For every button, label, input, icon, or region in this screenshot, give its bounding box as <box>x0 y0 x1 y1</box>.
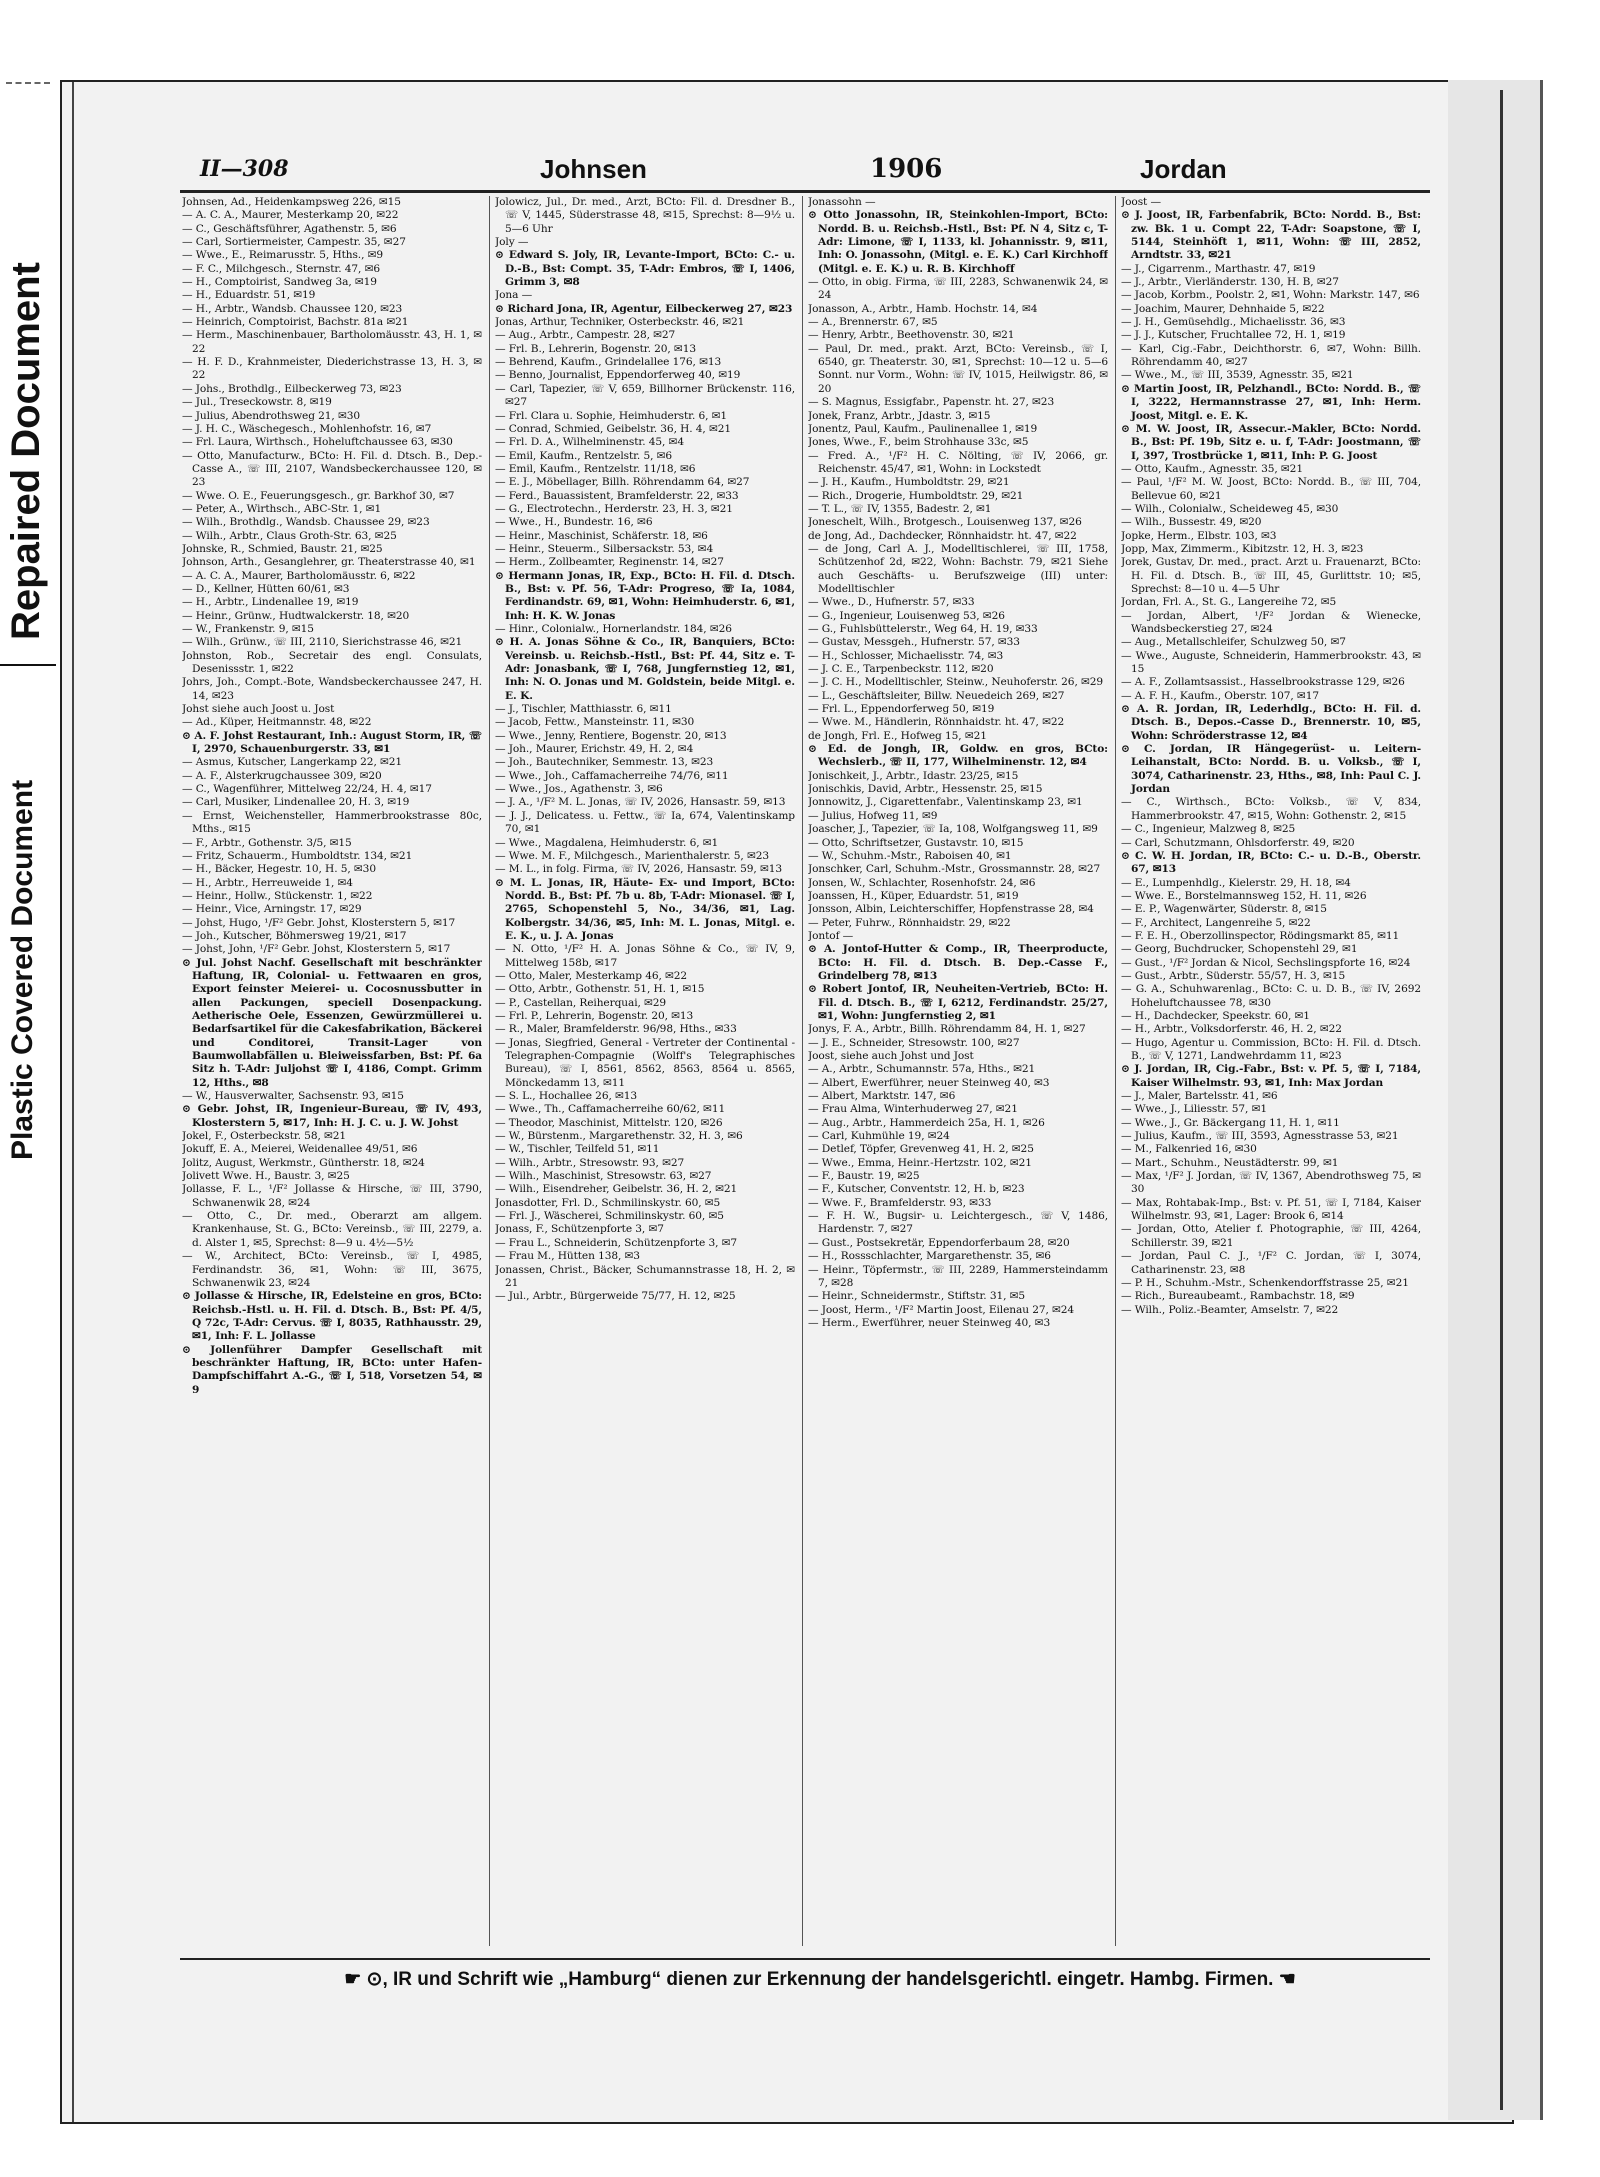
directory-entry: — H., Bäcker, Hegestr. 10, H. 5, ✉30 <box>182 863 376 876</box>
directory-entry: — J. H., Gemüsehdlg., Michaelisstr. 36, ✉3 <box>1121 316 1346 329</box>
directory-entry: — Gust., ¹/F² Jordan & Nicol, Sechslingspforte 16, ✉24 <box>1121 956 1411 969</box>
header-year: 1906 <box>870 154 943 184</box>
firm-entry: ⊙ A. Jontof-Hutter & Comp., IR, Theerproducte, BCto: H. Fil. d. Dtsch. B. Dep.-Casse F., Grindelberg 78, ✉13 <box>808 943 1108 982</box>
directory-entry: — Jacob, Korbm., Poolstr. 2, ✉1, Wohn: Markstr. 147, ✉6 <box>1121 289 1420 302</box>
directory-entry: — J., Maler, Bartelsstr. 41, ✉6 <box>1121 1090 1278 1103</box>
directory-entry: — W., Tischler, Teilfeld 51, ✉11 <box>495 1143 660 1156</box>
directory-entry: — Aug., Metallschleifer, Schulzweg 50, ✉7 <box>1121 636 1346 649</box>
directory-entry: — Frl. Laura, Wirthsch., Hoheluftchaussee 63, ✉30 <box>182 436 453 449</box>
directory-entry: — Jul., Arbtr., Bürgerweide 75/77, H. 12, ✉25 <box>495 1290 736 1303</box>
firm-entry: ⊙ C. W. H. Jordan, IR, BCto: C.- u. D.-B., Oberstr. 67, ✉13 <box>1121 849 1421 876</box>
directory-entry: — A. C. A., Maurer, Bartholomäusstr. 6, ✉22 <box>182 569 416 582</box>
directory-entry: — Frl. B., Lehrerin, Bogenstr. 20, ✉13 <box>495 342 696 355</box>
directory-entry: — Asmus, Kutscher, Langerkamp 22, ✉21 <box>182 756 403 769</box>
directory-entry: — Heinr., Töpfermstr., ☏ III, 2289, Hammersteindamm 7, ✉28 <box>808 1263 1108 1289</box>
directory-entry: — Jordan, Albert, ¹/F² Jordan & Wienecke, Wandsbeckerstieg 27, ✉24 <box>1121 609 1421 635</box>
directory-entry: — F., Baustr. 19, ✉25 <box>808 1170 920 1183</box>
directory-entry: de Jongh, Frl. E., Hofweg 15, ✉21 <box>808 729 987 742</box>
directory-entry: — Wilh., Eisendreher, Geibelstr. 36, H. 2, ✉21 <box>495 1183 738 1196</box>
directory-entry: — Ad., Küper, Heitmannstr. 48, ✉22 <box>182 716 372 729</box>
directory-entry: — A. F., Alsterkrugchaussee 309, ✉20 <box>182 769 382 782</box>
directory-entry: — Herm., Maschinenbauer, Bartholomäusstr. 43, H. 1, ✉22 <box>182 329 482 355</box>
directory-entry: — Frau M., Hütten 138, ✉3 <box>495 1250 640 1263</box>
directory-entry: — Julius, Kaufm., ☏ III, 3593, Agnesstrasse 53, ✉21 <box>1121 1130 1399 1143</box>
directory-entry: — Carl, Sortiermeister, Campestr. 35, ✉27 <box>182 236 406 249</box>
directory-entry: — H., Arbtr., Volksdorferstr. 46, H. 2, ✉22 <box>1121 1023 1342 1036</box>
directory-entry: — Joost, Herm., ¹/F² Martin Joost, Eilenau 27, ✉24 <box>808 1303 1075 1316</box>
directory-entry: — F., Kutscher, Conventstr. 12, H. b, ✉23 <box>808 1183 1025 1196</box>
directory-entry: — Wilh., Arbtr., Claus Groth-Str. 63, ✉25 <box>182 529 397 542</box>
directory-entry: — Wilh., Brothdlg., Wandsb. Chaussee 29, ✉23 <box>182 516 430 529</box>
directory-entry: Jonischkeit, J., Arbtr., Idastr. 23/25, ✉15 <box>808 769 1019 782</box>
directory-entry: Joanssen, H., Küper, Eduardstr. 51, ✉19 <box>808 889 1019 902</box>
directory-entry: — Gustav, Messgeh., Hufnerstr. 57, ✉33 <box>808 636 1020 649</box>
directory-entry: — Wwe., D., Hufnerstr. 57, ✉33 <box>808 596 975 609</box>
directory-entry: — Wwe., Jenny, Rentiere, Bogenstr. 20, ✉13 <box>495 729 727 742</box>
directory-entry: Jonasson, A., Arbtr., Hamb. Hochstr. 14, ✉4 <box>808 302 1038 315</box>
cut-mark <box>6 82 50 84</box>
directory-entry: — Jacob, Fettw., Mansteinstr. 11, ✉30 <box>495 716 695 729</box>
directory-entry: — Otto, in obig. Firma, ☏ III, 2283, Schwanenwik 24, ✉24 <box>808 276 1108 302</box>
directory-entry: Jokuff, E. A., Meierei, Weidenallee 49/51, ✉6 <box>182 1143 418 1156</box>
directory-entry: — Fritz, Schauerm., Humboldtstr. 134, ✉21 <box>182 849 413 862</box>
directory-entry: — Albert, Marktstr. 147, ✉6 <box>808 1090 956 1103</box>
directory-entry: — H., Comptoirist, Sandweg 3a, ✉19 <box>182 276 377 289</box>
directory-entry: — P. H., Schuhm.-Mstr., Schenkendorffstrasse 25, ✉21 <box>1121 1276 1409 1289</box>
firm-entry: ⊙ Jollenführer Dampfer Gesellschaft mit beschränkter Haftung, IR, BCto: unter Hafen-Dampfschiffahrt A.-G., ☏ I, 518, Vorsetzen 54, ✉9 <box>182 1343 482 1396</box>
directory-entry: — Gust., Postsekretär, Eppendorferbaum 28, ✉20 <box>808 1236 1070 1249</box>
directory-entry: — Heinr., Hollw., Stückenstr. 1, ✉22 <box>182 889 373 902</box>
directory-entry: — C., Ingenieur, Malzweg 8, ✉25 <box>1121 823 1296 836</box>
directory-entry: — Peter, Fuhrw., Rönnhaidstr. 29, ✉22 <box>808 916 1011 929</box>
directory-entry: — Wilh., Bussestr. 49, ✉20 <box>1121 516 1262 529</box>
directory-entry: — Conrad, Schmied, Geibelstr. 36, H. 4, ✉21 <box>495 422 732 435</box>
directory-entry: Jonsen, W., Schlachter, Rosenhofstr. 24, ✉6 <box>808 876 1036 889</box>
directory-entry: — R., Maler, Bramfelderstr. 96/98, Hths., ✉33 <box>495 1023 737 1036</box>
directory-entry: — J., Arbtr., Vierländerstr. 130, H. B, ✉27 <box>1121 276 1339 289</box>
directory-entry: Johnske, R., Schmied, Baustr. 21, ✉25 <box>182 542 383 555</box>
column-divider <box>1115 196 1116 1946</box>
directory-entry: — J. E., Schneider, Stresowstr. 100, ✉27 <box>808 1036 1020 1049</box>
directory-entry: — Wwe. M. F., Milchgesch., Marienthalerstr. 5, ✉23 <box>495 849 770 862</box>
directory-entry: — Wwe., J., Liliesstr. 57, ✉1 <box>1121 1103 1267 1116</box>
directory-entry: Jonasdotter, Frl. D., Schmilinskystr. 60, ✉5 <box>495 1196 721 1209</box>
directory-entry: — Wwe. M., Händlerin, Rönnhaidstr. ht. 47, ✉22 <box>808 716 1065 729</box>
directory-entry: Jonentz, Paul, Kaufm., Paulinenallee 1, ✉19 <box>808 422 1038 435</box>
directory-entry: — Emil, Kaufm., Rentzelstr. 5, ✉6 <box>495 449 673 462</box>
directory-entry: Jona — <box>495 289 533 302</box>
directory-entry: Jonass, F., Schützenpforte 3, ✉7 <box>495 1223 664 1236</box>
directory-entry: — Frl. L., Eppendorferweg 50, ✉19 <box>808 703 995 716</box>
directory-entry: — Wwe., Auguste, Schneiderin, Hammerbrookstr. 43, ✉15 <box>1121 649 1421 676</box>
directory-entry: — Mart., Schuhm., Neustädterstr. 99, ✉1 <box>1121 1156 1339 1169</box>
header-left-name: Johnsen <box>540 154 647 184</box>
directory-entry: — J. H. C., Wäschegesch., Mohlenhofstr. 16, ✉7 <box>182 422 432 435</box>
plastic-covered-label: Plastic Covered Document <box>6 779 39 1160</box>
directory-entry: — Benno, Journalist, Eppendorferweg 40, ✉19 <box>495 369 741 382</box>
firm-entry: ⊙ Gebr. Johst, IR, Ingenieur-Bureau, ☏ IV, 493, Klosterstern 5, ✉17, Inh: H. J. C. u. J. W. Johst <box>182 1103 482 1129</box>
directory-entry: — Frau Alma, Winterhuderweg 27, ✉21 <box>808 1103 1018 1116</box>
directory-entry: — Behrend, Kaufm., Grindelallee 176, ✉13 <box>495 356 722 369</box>
directory-entry: — Heinr., Maschinist, Schäferstr. 18, ✉6 <box>495 529 708 542</box>
directory-entry: — Detlef, Töpfer, Grevenweg 41, H. 2, ✉25 <box>808 1143 1034 1156</box>
directory-column-4 <box>1121 196 1421 1946</box>
firm-entry: ⊙ Edward S. Joly, IR, Levante-Import, BCto: C.- u. D.-B., Bst: Compt. 35, T-Adr: Embros, ☏ I, 1406, Grimm 3, ✉8 <box>495 249 795 289</box>
directory-entry: Jolowicz, Jul., Dr. med., Arzt, BCto: Fil. d. Dresdner B., ☏ V, 1445, Süderstrasse 48, ✉15, Sprechst: 8—9½ u. 5—6 Uhr <box>495 196 795 235</box>
directory-entry: — J. C. E., Tarpenbeckstr. 112, ✉20 <box>808 663 994 676</box>
directory-entry: Jollasse, F. L., ¹/F² Jollasse & Hirsche, ☏ III, 3790, Schwanenwik 28, ✉24 <box>182 1183 482 1209</box>
directory-entry: Jonek, Franz, Arbtr., Jdastr. 3, ✉15 <box>808 409 991 422</box>
directory-entry: Jordan, Frl. A., St. G., Langereihe 72, ✉5 <box>1121 596 1337 609</box>
directory-entry: — Rich., Drogerie, Humboldtstr. 29, ✉21 <box>808 489 1024 502</box>
directory-entry: — S. Magnus, Essigfabr., Papenstr. ht. 27, ✉23 <box>808 396 1055 409</box>
directory-entry: — H., Arbtr., Wandsb. Chaussee 120, ✉23 <box>182 302 403 315</box>
directory-entry: Joost, siehe auch Johst und Jost <box>808 1050 974 1062</box>
repaired-document-label: Repaired Document <box>4 262 48 640</box>
directory-entry: — W., Architect, BCto: Vereinsb., ☏ I, 4985, Ferdinandstr. 36, ✉1, Wohn: ☏ III, 3675, Schwanenwik 23, ✉24 <box>182 1250 482 1289</box>
firm-entry: ⊙ A. F. Johst Restaurant, Inh.: August Storm, IR, ☏ I, 2970, Schauenburgerstr. 33, ✉1 <box>182 729 482 756</box>
directory-entry: — Julius, Abendrothsweg 21, ✉30 <box>182 409 361 422</box>
directory-entry: — Joh., Maurer, Erichstr. 49, H. 2, ✉4 <box>495 743 694 756</box>
directory-entry: — S. L., Hochallee 26, ✉13 <box>495 1090 638 1103</box>
directory-entry: — W., Bürstenm., Margarethenstr. 32, H. 3, ✉6 <box>495 1130 743 1143</box>
directory-entry: Johnson, Arth., Gesanglehrer, gr. Theaterstrasse 40, ✉1 <box>182 556 476 569</box>
directory-entry: Jolitz, August, Werkmstr., Güntherstr. 18, ✉24 <box>182 1156 425 1169</box>
directory-entry: — J. A., ¹/F² M. L. Jonas, ☏ IV, 2026, Hansastr. 59, ✉13 <box>495 796 786 809</box>
directory-entry: — Otto, Maler, Mesterkamp 46, ✉22 <box>495 969 688 982</box>
directory-entry: — F., Arbtr., Gothenstr. 3/5, ✉15 <box>182 836 352 849</box>
directory-entry: — H. F. D., Krahnmeister, Diederichstrasse 13, H. 3, ✉22 <box>182 356 482 382</box>
directory-entry: — Paul, Dr. med., prakt. Arzt, BCto: Vereinsb., ☏ I, 6540, gr. Theaterstr. 30, ✉1, Sprechst: 10—12 u. 5—6 Sonnt. nur Vorm., Wohn: ☏ IV, 1015, Heilwigstr. 86, ✉20 <box>808 342 1108 395</box>
directory-entry: — Georg, Buchdrucker, Schopenstehl 29, ✉1 <box>1121 943 1358 956</box>
directory-entry: — G., Fuhlsbüttelerstr., Weg 64, H. 19, ✉33 <box>808 623 1038 635</box>
directory-entry: — F. H. W., Bugsir- u. Leichtergesch., ☏ V, 1486, Hardenstr. 7, ✉27 <box>808 1210 1108 1236</box>
directory-entry: — Paul, ¹/F² M. W. Joost, BCto: Nordd. B., ☏ III, 704, Bellevue 60, ✉21 <box>1121 476 1421 502</box>
directory-entry: Jontof — <box>808 929 854 942</box>
directory-entry: — Johs., Brothdlg., Eilbeckerweg 73, ✉23 <box>182 382 402 395</box>
directory-entry: — C., Geschäftsführer, Agathenstr. 5, ✉6 <box>182 222 397 235</box>
directory-entry: — Wilh., Poliz.-Beamter, Amselstr. 7, ✉22 <box>1121 1303 1339 1316</box>
directory-entry: Jokel, F., Osterbeckstr. 58, ✉21 <box>182 1130 347 1143</box>
side-divider <box>0 664 56 666</box>
directory-column-2 <box>495 196 795 1946</box>
directory-entry: — Heinrich, Comptoirist, Bachstr. 81a ✉21 <box>182 316 409 329</box>
directory-entry: — L., Geschäftsleiter, Billw. Neuedeich 269, ✉27 <box>808 689 1065 702</box>
directory-entry: — M. L., in folg. Firma, ☏ IV, 2026, Hansastr. 59, ✉13 <box>495 863 783 876</box>
directory-entry: Jonsson, Albin, Leichterschiffer, Hopfenstrasse 28, ✉4 <box>808 903 1094 916</box>
directory-entry: Johnston, Rob., Secretair des engl. Consulats, Desenissstr. 1, ✉22 <box>182 649 482 676</box>
directory-entry: — Jordan, Paul C. J., ¹/F² C. Jordan, ☏ I, 3074, Catharinenstr. 23, ✉8 <box>1121 1250 1421 1276</box>
directory-entry: — F., Architect, Langenreihe 5, ✉22 <box>1121 916 1311 929</box>
directory-entry: — C., Wirthsch., BCto: Volksb., ☏ V, 834, Hammerbrookstr. 47, ✉15, Wohn: Gothenstr. 2, ✉15 <box>1121 796 1421 822</box>
directory-entry: — Herm., Ewerführer, neuer Steinweg 40, ✉3 <box>808 1316 1051 1329</box>
directory-entry: — F. E. H., Oberzollinspector, Rödingsmarkt 85, ✉11 <box>1121 929 1400 942</box>
directory-entry: — C., Wagenführer, Mittelweg 22/24, H. 4, ✉17 <box>182 783 432 796</box>
directory-entry: de Jong, Ad., Dachdecker, Rönnhaidstr. ht. 47, ✉22 <box>808 529 1077 542</box>
directory-entry: — Gust., Arbtr., Süderstr. 55/57, H. 3, ✉15 <box>1121 969 1346 982</box>
directory-entry: — Joh., Kutscher, Böhmersweg 19/21, ✉17 <box>182 929 407 942</box>
side-strip <box>0 0 56 2177</box>
directory-entry: — G., Electrotechn., Herderstr. 23, H. 3, ✉21 <box>495 502 733 515</box>
directory-entry: — Johst, Hugo, ¹/F² Gebr. Johst, Klosterstern 5, ✉17 <box>182 916 456 929</box>
directory-entry: — J. J., Delicatess. u. Fettw., ☏ Ia, 674, Valentinskamp 70, ✉1 <box>495 809 795 836</box>
directory-entry: — H., Rossschlachter, Margarethenstr. 35, ✉6 <box>808 1250 1051 1263</box>
directory-entry: Joascher, J., Tapezier, ☏ Ia, 108, Wolfgangsweg 11, ✉9 <box>808 823 1098 836</box>
directory-entry: — Joh., Bautechniker, Semmestr. 13, ✉23 <box>495 756 714 769</box>
directory-entry: — H., Dachdecker, Speekstr. 60, ✉1 <box>1121 1009 1310 1022</box>
directory-entry: — Wwe., E., Reimarusstr. 5, Hths., ✉9 <box>182 249 384 262</box>
page-header <box>140 150 1430 186</box>
directory-entry: — Jonas, Siegfried, General - Vertreter der Continental - Telegraphen-Compagnie (Wolff's Telegraphisches Bureau), ☏ I, 8561, 8562, 8563, 8564 u. 8565, Mönckedamm 13, ✉11 <box>495 1036 795 1089</box>
directory-entry: — Jul., Treseckowstr. 8, ✉19 <box>182 396 332 409</box>
directory-entry: — D., Kellner, Hütten 60/61, ✉3 <box>182 582 350 595</box>
directory-entry: — W., Schuhm.-Mstr., Raboisen 40, ✉1 <box>808 849 1012 862</box>
directory-columns <box>182 196 1432 1946</box>
directory-entry: — H., Eduardstr. 51, ✉19 <box>182 289 316 302</box>
directory-entry: — Hinr., Colonialw., Hornerlandstr. 184, ✉26 <box>495 623 732 635</box>
directory-entry: — J. J., Kutscher, Fruchtallee 72, H. 1, ✉19 <box>1121 329 1346 342</box>
directory-entry: Jonas, Arthur, Techniker, Osterbeckstr. 46, ✉21 <box>495 316 745 329</box>
directory-column-3 <box>808 196 1108 1946</box>
directory-entry: — Wwe., H., Bundestr. 16, ✉6 <box>495 516 653 529</box>
directory-entry: — Otto, Arbtr., Gothenstr. 51, H. 1, ✉15 <box>495 983 705 996</box>
firm-entry: ⊙ Robert Jontof, IR, Neuheiten-Vertrieb, BCto: H. Fil. d. Dtsch. B., ☏ I, 6212, Ferdinandstr. 25/27, ✉1, Wohn: Jungfernstieg 2, ✉1 <box>808 983 1108 1022</box>
directory-entry: — J., Tischler, Matthiasstr. 6, ✉11 <box>495 703 672 716</box>
directory-entry: — Frl. Clara u. Sophie, Heimhuderstr. 6, ✉1 <box>495 409 728 422</box>
directory-entry: — Ferd., Bauassistent, Bramfelderstr. 22, ✉33 <box>495 489 739 502</box>
directory-entry: — W., Frankenstr. 9, ✉15 <box>182 623 314 635</box>
page-fold <box>1448 80 1543 2120</box>
directory-entry: — Wilh., Colonialw., Scheideweg 45, ✉30 <box>1121 502 1339 515</box>
header-right-name: Jordan <box>1140 154 1227 184</box>
firm-entry: ⊙ M. L. Jonas, IR, Häute- Ex- und Import, BCto: Nordd. B., Bst: Pf. 7b u. 8b, T-Adr: Mionasel. ☏ I, 2765, Schopenstehl 5, No., 34/36, ✉1, Lag. Kolbergstr. 34/36, ✉5, Inh: M. L. Jonas, Mitgl. e. E. K., u. J. A. Jonas <box>495 876 795 942</box>
firm-entry: ⊙ Ed. de Jongh, IR, Goldw. en gros, BCto: Wechslerb., ☏ II, 177, Wilhelminenstr. 12, ✉4 <box>808 743 1108 769</box>
firm-entry: ⊙ J. Jordan, IR, Cig.-Fabr., Bst: v. Pf. 5, ☏ I, 7184, Kaiser Wilhelmstr. 93, ✉1, Inh: Max Jordan <box>1121 1063 1421 1089</box>
directory-entry: — T. L., ☏ IV, 1355, Badestr. 2, ✉1 <box>808 502 992 515</box>
directory-entry: — M., Falkenried 16, ✉30 <box>1121 1143 1257 1156</box>
directory-entry: — Heinr., Vice, Arningstr. 17, ✉29 <box>182 903 362 916</box>
directory-entry: — Herm., Zollbeamter, Reginenstr. 14, ✉27 <box>495 556 724 569</box>
directory-entry: — Wwe., Emma, Heinr.-Hertzstr. 102, ✉21 <box>808 1156 1032 1169</box>
directory-entry: — Peter, A., Wirthsch., ABC-Str. 1, ✉1 <box>182 502 382 515</box>
directory-entry: — Carl, Kuhmühle 19, ✉24 <box>808 1130 950 1143</box>
firm-entry: ⊙ J. Joost, IR, Farbenfabrik, BCto: Nordd. B., Bst: zw. Bk. 1 u. Compt 22, T-Adr: Soapstone, ☏ I, 5144, Steinhöft 1, ✉11, Wohn: ☏ III, 2852, Arndtstr. 33, ✉21 <box>1121 209 1421 262</box>
directory-entry: — H., Arbtr., Lindenallee 19, ✉19 <box>182 596 359 609</box>
directory-entry: Johst siehe auch Joost u. Jost <box>182 703 335 716</box>
directory-column-1 <box>182 196 482 1946</box>
directory-entry: Joneschelt, Wilh., Brotgesch., Louisenweg 137, ✉26 <box>808 516 1082 529</box>
directory-entry: — H., Arbtr., Herreuweide 1, ✉4 <box>182 876 353 889</box>
directory-entry: — W., Hausverwalter, Sachsenstr. 93, ✉15 <box>182 1090 404 1103</box>
firm-entry: ⊙ H. A. Jonas Söhne & Co., IR, Banquiers, BCto: Vereinsb. u. Reichsb.-Hstl., Bst: Pf. 44, Sitz e. T-Adr: Jonasbank, ☏ I, 768, Jungfernstieg 12, ✉1, Inh: N. O. Jonas und M. Goldstein, beide Mitgl. e. E. K. <box>495 636 795 702</box>
directory-entry: — Joachim, Maurer, Dehnhaide 5, ✉22 <box>1121 302 1325 315</box>
directory-entry: — A., Brennerstr. 67, ✉5 <box>808 316 938 329</box>
directory-entry: — A., Arbtr., Schumannstr. 57a, Hths., ✉21 <box>808 1063 1036 1076</box>
directory-entry: — Wwe. E., Borstelmannsweg 152, H. 11, ✉26 <box>1121 889 1367 902</box>
firm-entry: ⊙ Jollasse & Hirsche, IR, Edelsteine en gros, BCto: Reichsb.-Hstl. u. H. Fil. d. Dtsch. B., Bst: Pf. 4/5, Q 72c, T-Adr: Cervus. ☏ I, 8035, Rathhausstr. 29, ✉1, Inh: F. L. Jollasse <box>182 1290 482 1343</box>
directory-entry: Johrs, Joh., Compt.-Bote, Wandsbeckerchaussee 247, H. 14, ✉23 <box>182 676 482 702</box>
directory-entry: — Theodor, Maschinist, Mittelstr. 120, ✉26 <box>495 1116 723 1129</box>
directory-entry: — Carl, Tapezier, ☏ V, 659, Billhorner Brückenstr. 116, ✉27 <box>495 382 795 409</box>
directory-entry: — Heinr., Grünw., Hudtwalckerstr. 18, ✉20 <box>182 609 410 622</box>
directory-entry: — Wwe., Magdalena, Heimhuderstr. 6, ✉1 <box>495 836 719 849</box>
directory-entry: — Ernst, Weichensteller, Hammerbrookstrasse 80c, Mths., ✉15 <box>182 809 482 836</box>
directory-entry: — A. F., Zollamtsassist., Hasselbrookstrasse 129, ✉26 <box>1121 676 1405 689</box>
directory-entry: — P., Castellan, Reiherquai, ✉29 <box>495 996 667 1009</box>
directory-entry: — Frl. D. A., Wilhelminenstr. 45, ✉4 <box>495 436 684 449</box>
directory-entry: — Albert, Ewerführer, neuer Steinweg 40, ✉3 <box>808 1076 1050 1089</box>
directory-entry: — Aug., Arbtr., Hammerdeich 25a, H. 1, ✉26 <box>808 1116 1045 1129</box>
directory-entry: Jopp, Max, Zimmerm., Kibitzstr. 12, H. 3, ✉23 <box>1121 542 1364 555</box>
footer-note: ☛ ⊙, IR und Schrift wie „Hamburg“ dienen zur Erkennung der handelsgerichtl. eingetr. Hambg. Firmen. ☚ <box>344 1969 1296 1990</box>
directory-entry: — Frl. P., Lehrerin, Bogenstr. 20, ✉13 <box>495 1009 694 1022</box>
directory-entry: — E. P., Wagenwärter, Süderstr. 8, ✉15 <box>1121 903 1327 916</box>
directory-entry: Jonischkis, David, Arbtr., Hessenstr. 25, ✉15 <box>808 783 1043 796</box>
directory-entry: — Wilh., Maschinist, Stresowstr. 63, ✉27 <box>495 1170 712 1183</box>
directory-entry: — Wwe., Joh., Caffamacherreihe 74/76, ✉11 <box>495 769 729 782</box>
directory-entry: — de Jong, Carl A. J., Modelltischlerei, ☏ III, 1758, Schützenhof 2d, ✉22, Wohn: Bachstr. 79, ✉21 Siehe auch Geschäfts- u. Berufszweige (III) unter: Modelltischler <box>808 542 1108 595</box>
directory-entry: — Wwe., J., Gr. Bäckergang 11, H. 1, ✉11 <box>1121 1116 1340 1129</box>
directory-entry: — Otto, Manufacturw., BCto: H. Fil. d. Dtsch. B., Dep.-Casse A., ☏ III, 2107, Wandsbeckerchaussee 120, ✉23 <box>182 449 482 489</box>
directory-entry: — G. A., Schuhwarenlag., BCto: C. u. D. B., ☏ IV, 2692 Hoheluftchaussee 78, ✉30 <box>1121 983 1421 1009</box>
firm-entry: ⊙ M. W. Joost, IR, Assecur.-Makler, BCto: Nordd. B., Bst: Pf. 19b, Sitz e. u. f, T-Adr: Joostmann, ☏ I, 397, Trostbrücke 1, ✉11, Inh: P. G. Joost <box>1121 422 1421 462</box>
directory-entry: Jonassohn — <box>808 196 876 208</box>
directory-entry: — J. C. H., Modelltischler, Steinw., Neuhoferstr. 26, ✉29 <box>808 676 1104 689</box>
directory-entry: — Max, ¹/F² J. Jordan, ☏ IV, 1367, Abendrothsweg 75, ✉30 <box>1121 1170 1421 1196</box>
header-rule <box>180 190 1430 193</box>
fold-line <box>1500 90 1503 2110</box>
directory-entry: — Frau L., Schneiderin, Schützenpforte 3, ✉7 <box>495 1236 738 1249</box>
directory-entry: — Heinr., Schneidermstr., Stiftstr. 31, ✉5 <box>808 1290 1026 1303</box>
directory-entry: — J., Cigarrenm., Marthastr. 47, ✉19 <box>1121 262 1316 275</box>
directory-entry: — A. C. A., Maurer, Mesterkamp 20, ✉22 <box>182 209 399 222</box>
directory-entry: — Jordan, Otto, Atelier f. Photographie, ☏ III, 4264, Schillerstr. 39, ✉21 <box>1121 1223 1421 1249</box>
directory-entry: — Emil, Kaufm., Rentzelstr. 11/18, ✉6 <box>495 462 696 475</box>
directory-entry: — Fred. A., ¹/F² H. C. Nölting, ☏ IV, 2066, gr. Reichenstr. 45/47, ✉1, Wohn: in Lockstedt <box>808 449 1108 475</box>
directory-entry: — E., Lumpenhdlg., Kielerstr. 29, H. 18, ✉4 <box>1121 876 1351 889</box>
directory-entry: — Johst, John, ¹/F² Gebr. Johst, Klosterstern 5, ✉17 <box>182 943 451 956</box>
directory-entry: — Rich., Bureaubeamt., Rambachstr. 18, ✉9 <box>1121 1290 1355 1303</box>
directory-entry: — H., Schlosser, Michaelisstr. 74, ✉3 <box>808 649 1004 662</box>
directory-entry: Johnsen, Ad., Heidenkampsweg 226, ✉15 <box>182 196 401 208</box>
directory-entry: Joly — <box>495 236 529 249</box>
directory-entry: Jonassen, Christ., Bäcker, Schumannstrasse 18, H. 2, ✉21 <box>495 1263 795 1289</box>
directory-entry: — Otto, C., Dr. med., Oberarzt am allgem. Krankenhause, St. G., BCto: Vereinsb., ☏ III, 2279, a. d. Alster 1, ✉5, Sprechst: 8—9 u. 4½—5½ <box>182 1210 482 1249</box>
firm-entry: ⊙ Richard Jona, IR, Agentur, Eilbeckerweg 27, ✉23 <box>495 302 793 315</box>
directory-entry: — Wwe. O. E., Feuerungsgesch., gr. Barkhof 30, ✉7 <box>182 489 455 502</box>
firm-entry: ⊙ C. Jordan, IR Hängegerüst- u. Leitern-Leihanstalt, BCto: Nordd. B. u. Volksb., ☏ I, 3074, Catharinenstr. 23, Hths., ✉8, Inh: Paul C. J. Jordan <box>1121 743 1421 796</box>
directory-entry: Jonschker, Carl, Schuhm.-Mstr., Grossmannstr. 28, ✉27 <box>808 863 1101 876</box>
directory-entry: — Wwe., Th., Caffamacherreihe 60/62, ✉11 <box>495 1103 726 1116</box>
directory-entry: — Carl, Schutzmann, Ohlsdorferstr. 49, ✉20 <box>1121 836 1355 849</box>
directory-entry: Jorek, Gustav, Dr. med., pract. Arzt u. Frauenarzt, BCto: H. Fil. d. Dtsch. B., ☏ III, 45, Gurlittstr. 10; ✉5, Sprechst: 8—10 u. 4—5 Uhr <box>1121 556 1421 595</box>
firm-entry: ⊙ Otto Jonassohn, IR, Steinkohlen-Import, BCto: Nordd. B. u. Reichsb.-Hstl., Bst: Pf. N 4, Sitz c, T-Adr: Limone, ☏ I, 1133, kl. Johannisstr. 9, ✉11, Inh: O. Jonassohn, (Mitgl. e. E. K.) Carl Kirchhoff (Mitgl. e. E. K.) u. R. B. Kirchhoff <box>808 209 1108 275</box>
directory-entry: — Heinr., Steuerm., Silbersackstr. 53, ✉4 <box>495 542 714 555</box>
directory-entry: Jones, Wwe., F., beim Strohhause 33c, ✉5 <box>808 436 1029 449</box>
directory-entry: Jolivett Wwe. H., Baustr. 3, ✉25 <box>182 1170 350 1183</box>
directory-entry: — Otto, Kaufm., Agnesstr. 35, ✉21 <box>1121 462 1303 475</box>
directory-entry: Joost — <box>1121 196 1161 208</box>
footer-rule <box>180 1958 1430 1960</box>
directory-entry: — Otto, Schriftsetzer, Gustavstr. 10, ✉15 <box>808 836 1024 849</box>
directory-entry: — Wwe., Jos., Agathenstr. 3, ✉6 <box>495 783 663 796</box>
directory-entry: — Wwe. F., Bramfelderstr. 93, ✉33 <box>808 1196 992 1209</box>
firm-entry: ⊙ Martin Joost, IR, Pelzhandl., BCto: Nordd. B., ☏ I, 3222, Hermannstrasse 27, ✉1, Inh: Herm. Joost, Mitgl. e. E. K. <box>1121 382 1421 422</box>
directory-entry: — J. H., Kaufm., Humboldtstr. 29, ✉21 <box>808 476 1010 489</box>
directory-entry: — Aug., Arbtr., Campestr. 28, ✉27 <box>495 329 676 342</box>
firm-entry: ⊙ A. R. Jordan, IR, Lederhdlg., BCto: H. Fil. d. Dtsch. B., Depos.-Casse D., Brennerstr. 10, ✉5, Wohn: Schröderstrasse 12, ✉4 <box>1121 703 1421 742</box>
column-divider <box>489 196 490 1946</box>
directory-entry: Jopke, Herm., Elbstr. 103, ✉3 <box>1121 529 1277 542</box>
directory-entry: — Wilh., Grünw., ☏ III, 2110, Sierichstrasse 46, ✉21 <box>182 636 463 649</box>
directory-entry: — G., Ingenieur, Louisenweg 53, ✉26 <box>808 609 1005 622</box>
directory-entry: — Julius, Hofweg 11, ✉9 <box>808 809 938 822</box>
directory-entry: — Wilh., Arbtr., Stresowstr. 93, ✉27 <box>495 1156 685 1169</box>
column-divider <box>802 196 803 1946</box>
directory-entry: — F. C., Milchgesch., Sternstr. 47, ✉6 <box>182 262 380 275</box>
directory-entry: — Max, Rohtabak-Imp., Bst: v. Pf. 51, ☏ I, 7184, Kaiser Wilhelmstr. 93, ✉1, Lager: Brook 6, ✉14 <box>1121 1196 1421 1223</box>
firm-entry: ⊙ Jul. Johst Nachf. Gesellschaft mit beschränkter Haftung, IR, Colonial- u. Fettwaaren en gros, Export feinster Meierei- u. Cocosnussbutter in allen Packungen, speciell Dosenpackung. Aetherische Oele, Essenzen, Gewürzmüllerei u. Bedarfsartikel für die Cakesfabrikation, Bäckerei und Conditorei, Transit-Lager von Baumwollabfällen u. Bleiweissfarben, Bst: Pf. 6a Sitz h. T-Adr: Juljohst ☏ I, 4186, Compt. Grimm 12, Hths., ✉8 <box>182 956 482 1089</box>
directory-entry: — N. Otto, ¹/F² H. A. Jonas Söhne & Co., ☏ IV, 9, Mittelweg 158b, ✉17 <box>495 943 795 969</box>
directory-entry: Jonnowitz, J., Cigarettenfabr., Valentinskamp 23, ✉1 <box>808 796 1083 809</box>
page-number: II—308 <box>200 156 289 182</box>
directory-entry: Jonys, F. A., Arbtr., Billh. Röhrendamm 84, H. 1, ✉27 <box>808 1023 1086 1036</box>
directory-entry: — Hugo, Agentur u. Commission, BCto: H. Fil. d. Dtsch. B., ☏ V, 1271, Landwehrdamm 11, ✉23 <box>1121 1036 1421 1062</box>
directory-entry: — Frl. J., Wäscherei, Schmilinskystr. 60, ✉5 <box>495 1210 724 1223</box>
directory-entry: — Karl, Cig.-Fabr., Deichthorstr. 6, ✉7, Wohn: Billh. Röhrendamm 40, ✉27 <box>1121 342 1421 369</box>
directory-entry: — Wwe., M., ☏ III, 3539, Agnesstr. 35, ✉21 <box>1121 369 1354 382</box>
directory-entry: — Carl, Musiker, Lindenallee 20, H. 3, ✉19 <box>182 796 410 809</box>
directory-entry: — Henry, Arbtr., Beethovenstr. 30, ✉21 <box>808 329 1015 342</box>
firm-entry: ⊙ Hermann Jonas, IR, Exp., BCto: H. Fil. d. Dtsch. B., Bst: v. Pf. 56, T-Adr: Progreso, ☏ Ia, 1084, Ferdinandstr. 69, ✉1, Wohn: Heimhuderstr. 6, ✉1, Inh: H. K. W. Jonas <box>495 569 795 622</box>
directory-entry: — E. J., Möbellager, Billh. Röhrendamm 64, ✉27 <box>495 476 750 489</box>
directory-entry: — A. F. H., Kaufm., Oberstr. 107, ✉17 <box>1121 689 1319 702</box>
